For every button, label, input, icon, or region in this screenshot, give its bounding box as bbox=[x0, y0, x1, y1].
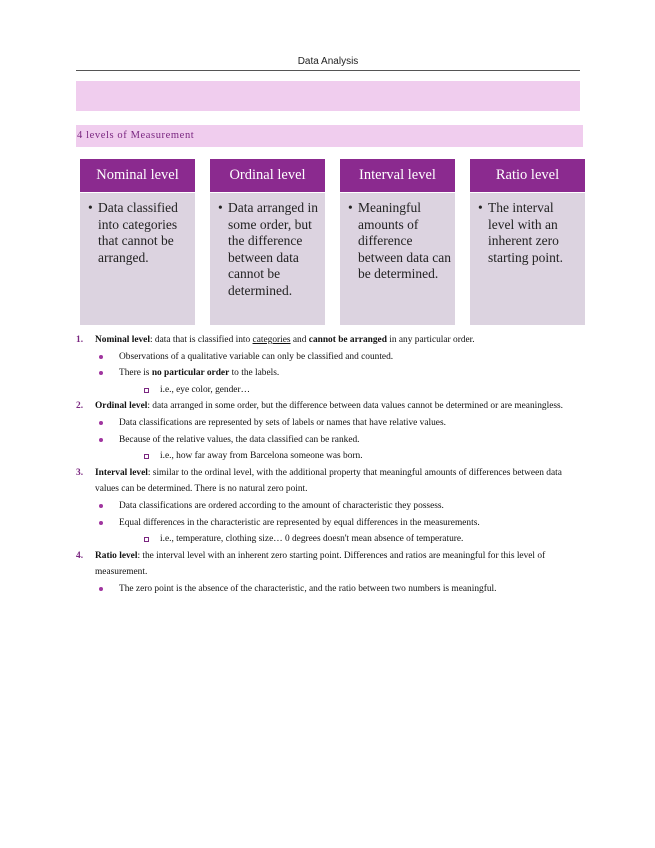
level-card-body bbox=[210, 193, 325, 325]
definitions-list bbox=[76, 332, 580, 598]
sub-item-text: to the labels. bbox=[229, 368, 280, 379]
sub-item-text: Data classifications are ordered according to the amount of characteristic they possess. bbox=[119, 500, 444, 511]
sub-item bbox=[76, 415, 580, 432]
section-heading bbox=[76, 125, 583, 147]
definition-text: : data arranged in some order, but the difference between data values cannot be determined or are meaningless. bbox=[147, 401, 564, 412]
level-card-title: Ratio level bbox=[470, 159, 585, 192]
bullet-icon bbox=[99, 421, 103, 425]
level-card-title: Ordinal level bbox=[210, 159, 325, 192]
sub-item bbox=[76, 432, 580, 449]
level-card-desc: Data classified into categories that cannot be arranged. bbox=[98, 200, 178, 265]
example-item bbox=[76, 448, 580, 465]
term: Nominal level bbox=[95, 335, 150, 345]
sub-item-text: Because of the relative values, the data classified can be ranked. bbox=[119, 434, 360, 445]
level-card-desc: The interval level with an inherent zero starting point. bbox=[488, 200, 563, 265]
list-item-ratio bbox=[76, 548, 580, 581]
sub-item-text: Data classifications are represented by sets of labels or names that have relative values. bbox=[119, 417, 446, 428]
bullet-icon bbox=[99, 521, 103, 525]
square-bullet-icon bbox=[144, 454, 149, 459]
example-text: i.e., temperature, clothing size… 0 degrees doesn't mean absence of temperature. bbox=[160, 534, 464, 545]
sub-item-text-bold: no particular order bbox=[151, 368, 230, 379]
term: Ratio level bbox=[95, 550, 138, 561]
definition-text: in any particular order. bbox=[386, 335, 475, 345]
page-header: Data Analysis bbox=[297, 56, 359, 67]
list-number: 1. bbox=[76, 335, 84, 345]
levels-diagram bbox=[80, 159, 585, 325]
definition-text: : the interval level with an inherent zero starting point. Differences and ratios are meaningful for this level of measurement. bbox=[95, 550, 546, 578]
level-card-body bbox=[340, 193, 455, 325]
bullet-icon: • bbox=[478, 200, 483, 215]
example-text: i.e., eye color, gender… bbox=[160, 384, 250, 395]
sub-item-text: There is bbox=[119, 368, 152, 379]
bullet-icon: • bbox=[218, 200, 223, 215]
definition-text: and bbox=[290, 335, 309, 345]
header-rule bbox=[76, 70, 580, 71]
sub-item-text: The zero point is the absence of the characteristic, and the ratio between two numbers is meaningful. bbox=[119, 583, 497, 594]
bullet-icon bbox=[99, 504, 103, 508]
bullet-icon bbox=[99, 587, 103, 591]
level-card-desc: Meaningful amounts of difference between data can be determined. bbox=[358, 200, 451, 281]
bullet-icon: • bbox=[88, 200, 93, 215]
list-item-interval bbox=[76, 465, 580, 498]
level-card-title: Nominal level bbox=[80, 159, 195, 192]
sub-item bbox=[76, 365, 580, 382]
bullet-icon bbox=[99, 371, 103, 375]
bullet-icon: • bbox=[348, 200, 353, 215]
example-text: i.e., how far away from Barcelona someone was born. bbox=[160, 451, 363, 462]
level-card-ordinal bbox=[210, 159, 325, 325]
sub-item-text: Equal differences in the characteristic are represented by equal differences in the measurements. bbox=[119, 517, 480, 528]
term: Interval level bbox=[95, 467, 148, 478]
level-card-body bbox=[470, 193, 585, 325]
definition-text-bold: cannot be arranged bbox=[308, 335, 387, 345]
bullet-icon bbox=[99, 355, 103, 359]
definition-text-underlined: categories bbox=[252, 335, 291, 345]
example-item bbox=[76, 382, 580, 399]
sub-item bbox=[76, 581, 580, 598]
square-bullet-icon bbox=[144, 537, 149, 542]
level-card-desc: Data arranged in some order, but the difference between data cannot be determined. bbox=[228, 200, 318, 298]
section-heading-text: 4 levels of Measurement bbox=[77, 130, 195, 141]
list-number: 4. bbox=[76, 550, 84, 561]
bullet-icon bbox=[99, 438, 103, 442]
square-bullet-icon bbox=[144, 388, 149, 393]
level-card-interval bbox=[340, 159, 455, 325]
list-item-nominal bbox=[76, 332, 580, 349]
level-card-ratio bbox=[470, 159, 585, 325]
sub-item bbox=[76, 498, 580, 515]
level-card-title: Interval level bbox=[340, 159, 455, 192]
level-card-nominal bbox=[80, 159, 195, 325]
definition-text: : data that is classified into bbox=[149, 335, 253, 345]
list-number: 3. bbox=[76, 467, 84, 478]
example-item bbox=[76, 531, 580, 548]
level-card-body bbox=[80, 193, 195, 325]
sub-item bbox=[76, 349, 580, 366]
term: Ordinal level bbox=[95, 401, 148, 412]
sub-item bbox=[76, 515, 580, 532]
list-item-ordinal bbox=[76, 398, 580, 415]
definition-text: : similar to the ordinal level, with the additional property that meaningful amounts of differences between data values can be determined. There is no natural zero point. bbox=[95, 467, 562, 495]
title-band bbox=[76, 81, 580, 111]
sub-item-text: Observations of a qualitative variable can only be classified and counted. bbox=[119, 351, 394, 362]
list-number: 2. bbox=[76, 401, 84, 412]
